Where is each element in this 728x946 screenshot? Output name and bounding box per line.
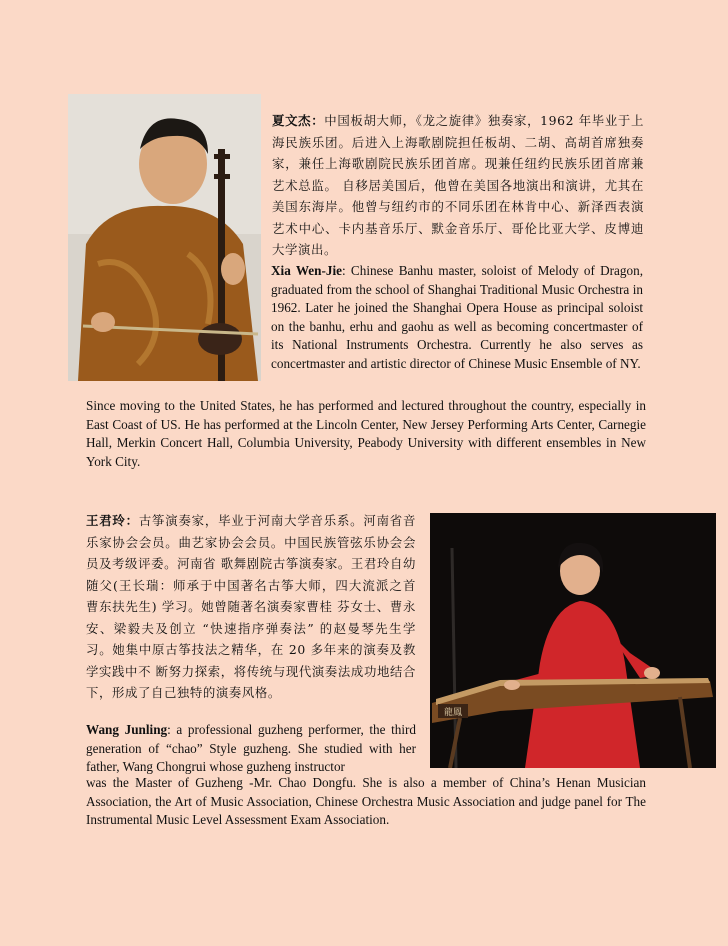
xia-english-name: Xia Wen-Jie: [271, 263, 342, 278]
wang-english-name: Wang Junling: [86, 722, 168, 737]
xia-chinese-name: 夏文杰：: [272, 113, 325, 128]
xia-bio-english: [271, 262, 643, 374]
xia-bio-chinese: [272, 110, 644, 261]
xia-bio-english-continued: Since moving to the United States, he has performed and lectured throughout the country, especially in East Coast of US. He has performed at the Lincoln Center, New Jersey Performing Arts Center, Carnegie Hall, Merkin Concert Hall, Columbia University, Peabody University with different ensembles in New York City.: [86, 398, 646, 469]
wang-bio-english-continued: was the Master of Guzheng -Mr. Chao Dongfu. She is also a member of China’s Henan Musician Association, the Art of Music Association, Chinese Orchestra Music Association and judge panel for The Instrumental Music Level Assessment Exam Association.: [86, 775, 646, 828]
wang-chinese-text: 古筝演奏家，毕业于河南大学音乐系。河南省音乐家协会会员。曲艺家协会会员。中国民族管弦乐协会会员及考级评委。河南省 歌舞剧院古筝演奏家。王君玲自幼随父(王长瑞：师承于中国著名古筝大师，四大流派之首曹东扶先生) 学习。她曾随著名演奏家曹桂 芬女士、曹永安、梁毅夫及创立 “快速指序弹奏法” 的赵曼琴先生学习。她集中原古筝技法之精华，在 20 多年来的演奏及教学实践中不 断努力探索，将传统与现代演奏法成功地结合下，形成了自己独特的演奏风格。: [86, 513, 416, 700]
wang-junling-photo: [430, 513, 716, 768]
wang-bio-chinese: [86, 510, 416, 704]
wang-english-text: : a professional guzheng performer, the third generation of “chao” Style guzheng. She studied with her father, Wang Chongrui whose guzheng instructor: [86, 722, 417, 775]
xia-english-text: : Chinese Banhu master, soloist of Melody of Dragon, graduated from the school of Shanghai Traditional Music Orchestra in 1962. Later he joined the Shanghai Opera House as principal soloist on the banhu, erhu and gaohu as well as becoming concertmaster of its National Instruments Orchestra. Currently he also serves as concertmaster and artistic director of Chinese Music Ensemble of NY.: [271, 263, 643, 371]
guzheng-stand-label: 龍鳳: [443, 708, 463, 718]
wang-chinese-name: 王君玲：: [86, 513, 139, 528]
xia-chinese-text: 中国板胡大师，《龙之旋律》独奏家，1962 年毕业于上海民族乐团。后进入上海歌剧院担任板胡、二胡、高胡首席独奏家，兼任上海歌剧院民族乐团首席。现兼任纽约民族乐团首席兼艺术总监。 自移居美国后，他曾在美国各地演出和演讲，尤其在美国东海岸。他曾与纽约市的不同乐团在林肯中心、新泽西表演艺术中心、卡内基音乐厅、默金音乐厅、哥伦比亚大学、皮博迪大学演出。: [272, 113, 644, 257]
xia-wenjie-photo: [68, 94, 261, 381]
wang-bio-english: [86, 721, 416, 777]
